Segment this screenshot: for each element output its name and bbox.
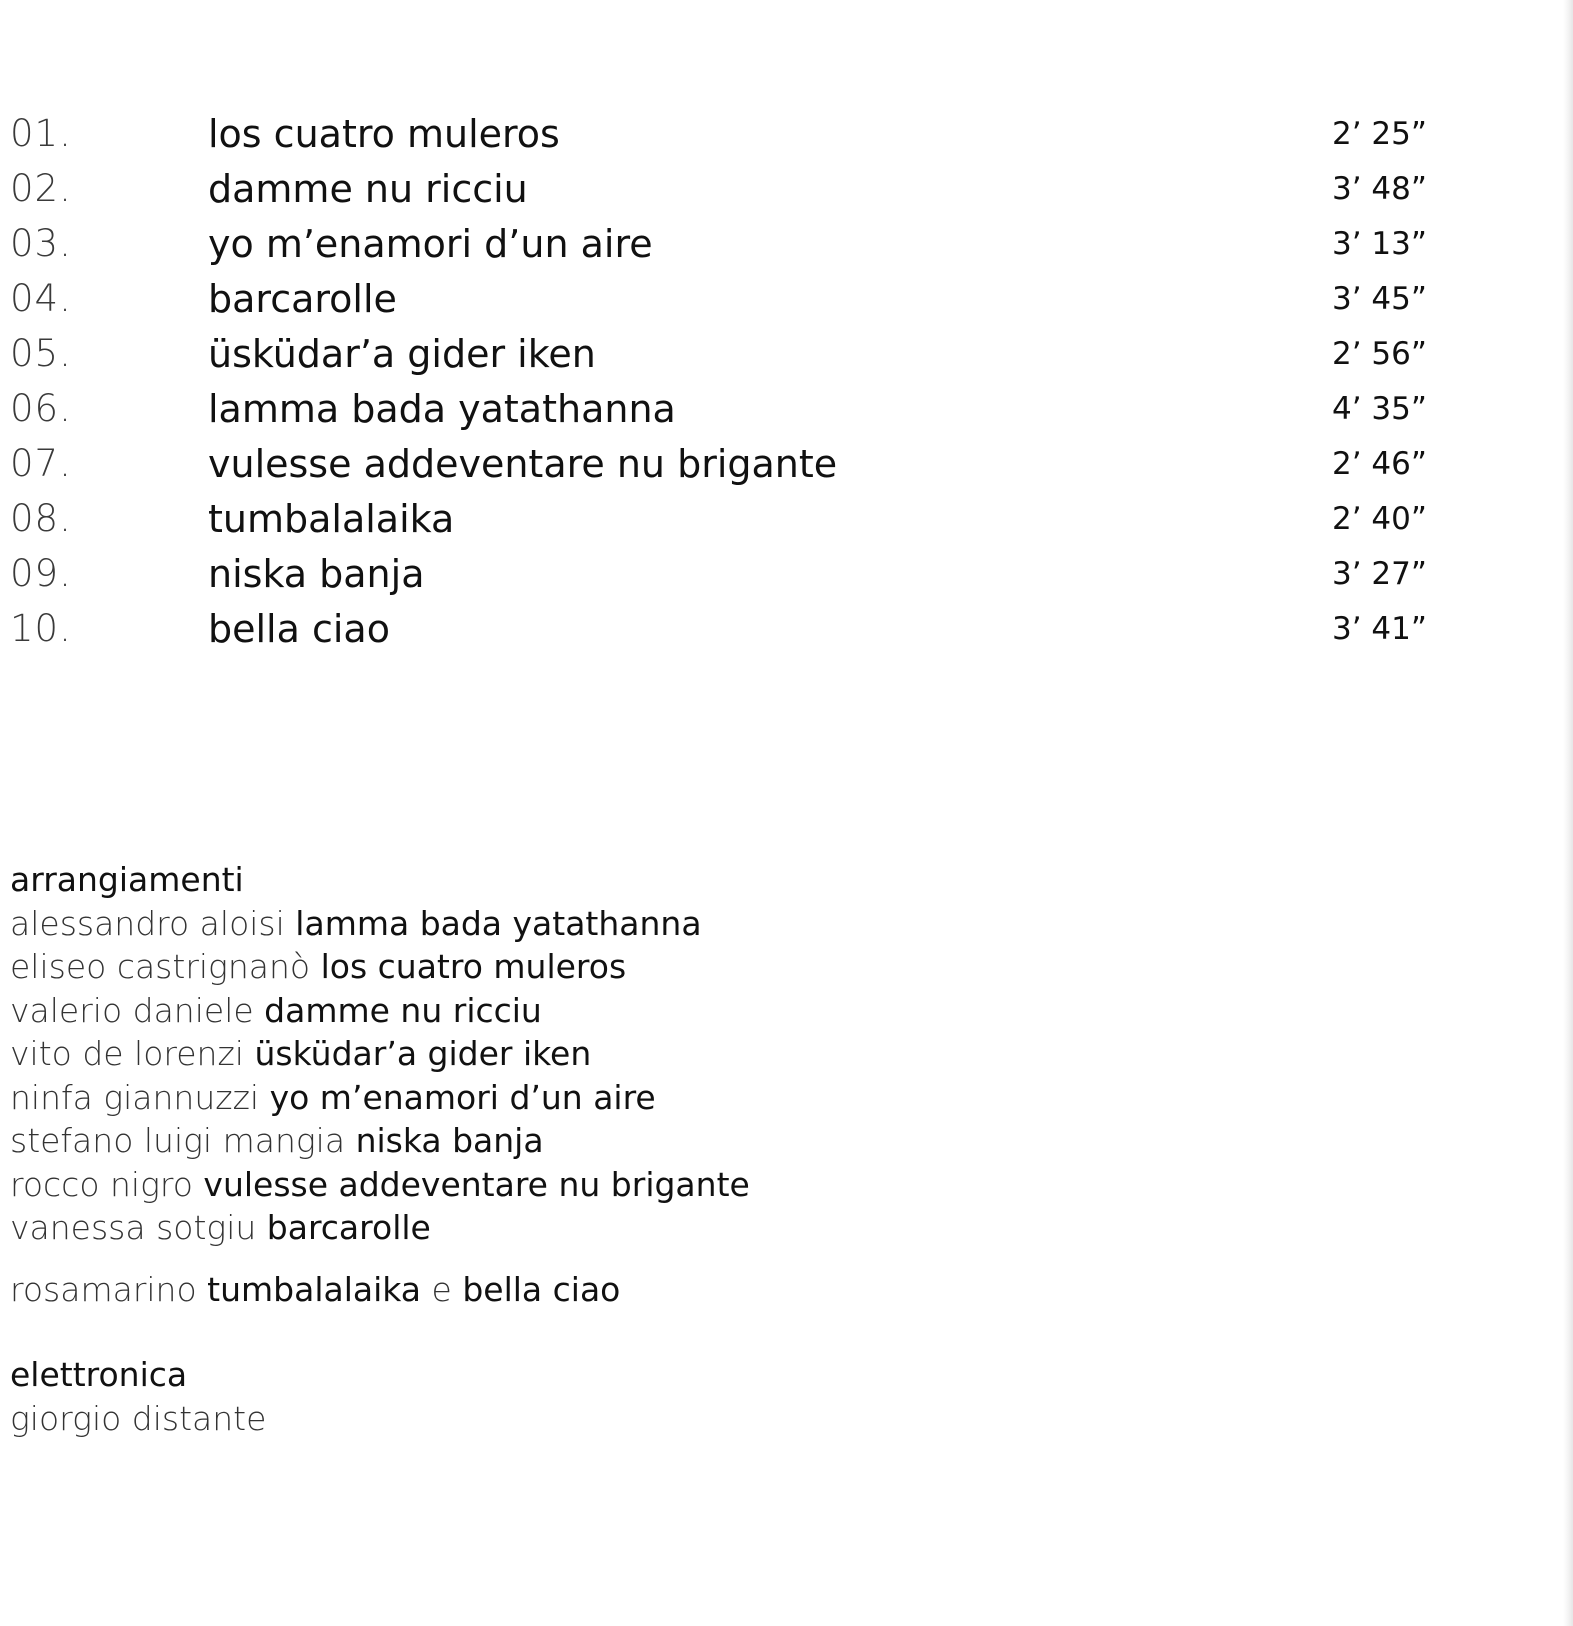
track-title: üsküdar’a gider iken <box>208 332 596 376</box>
arrangement-credit <box>10 1032 1210 1076</box>
arrangement-credit <box>10 1163 1210 1207</box>
arranged-work: los cuatro muleros <box>320 947 627 986</box>
arranged-work: barcarolle <box>266 1208 431 1247</box>
track-row <box>10 167 1450 222</box>
track-title: barcarolle <box>208 277 397 321</box>
tracklist <box>10 112 1450 662</box>
credits-section <box>10 858 1210 1440</box>
arrangement-credit <box>10 1206 1210 1250</box>
track-number: 02. <box>10 167 72 210</box>
track-title: vulesse addeventare nu brigante <box>208 442 838 486</box>
conjunction: e <box>431 1269 452 1309</box>
track-number: 05. <box>10 332 72 375</box>
track-duration: 2’ 46” <box>1332 446 1427 482</box>
track-duration: 3’ 13” <box>1332 226 1427 262</box>
track-row <box>10 442 1450 497</box>
track-title: niska banja <box>208 552 425 596</box>
arranged-work: bella ciao <box>462 1269 621 1309</box>
arranged-work: lamma bada yatathanna <box>295 903 702 943</box>
arranger-name: rocco nigro <box>10 1164 193 1204</box>
arranger-name: valerio daniele <box>10 990 254 1030</box>
arranger-name: eliseo castrignanò <box>10 947 311 986</box>
track-title: bella ciao <box>208 607 390 651</box>
track-duration: 2’ 25” <box>1332 116 1427 152</box>
track-duration: 4’ 35” <box>1332 391 1427 427</box>
arrangements-heading: arrangiamenti <box>10 860 244 899</box>
arranger-name: stefano luigi mangia <box>10 1121 346 1160</box>
arranger-name: alessandro aloisi <box>10 903 285 943</box>
arranged-work: tumbalalaika <box>207 1269 422 1309</box>
track-number: 09. <box>10 552 72 595</box>
arrangement-credit <box>10 989 1210 1033</box>
track-row <box>10 497 1450 552</box>
track-number: 03. <box>10 222 72 265</box>
arrangement-credit <box>10 902 1210 946</box>
track-duration: 3’ 45” <box>1332 281 1427 317</box>
electronics-credit <box>10 1397 1210 1441</box>
arranger-name: vito de lorenzi <box>10 1034 244 1073</box>
spacer <box>10 1311 1210 1353</box>
track-title: lamma bada yatathanna <box>208 387 676 431</box>
track-row <box>10 112 1450 167</box>
track-number: 08. <box>10 497 72 540</box>
arranged-work: damme nu ricciu <box>264 990 542 1030</box>
arrangement-credit <box>10 945 1210 989</box>
arranger-name: rosamarino <box>10 1269 197 1309</box>
arrangement-credit <box>10 1076 1210 1120</box>
group-arrangement-credit <box>10 1268 1210 1312</box>
arrangement-credit <box>10 1119 1210 1163</box>
arranged-work: niska banja <box>355 1121 544 1160</box>
track-row <box>10 552 1450 607</box>
arranged-work: vulesse addeventare nu brigante <box>203 1164 750 1204</box>
track-row <box>10 277 1450 332</box>
track-title: tumbalalaika <box>208 497 455 541</box>
track-title: damme nu ricciu <box>208 167 528 211</box>
track-duration: 3’ 41” <box>1332 611 1427 647</box>
track-duration: 3’ 27” <box>1332 556 1427 592</box>
track-number: 06. <box>10 387 72 430</box>
spacer <box>10 1250 1210 1268</box>
track-duration: 2’ 40” <box>1332 501 1427 537</box>
track-title: yo m’enamori d’un aire <box>208 222 653 266</box>
track-duration: 2’ 56” <box>1332 336 1427 372</box>
track-row <box>10 222 1450 277</box>
arranger-name: ninfa giannuzzi <box>10 1077 260 1117</box>
track-number: 04. <box>10 277 72 320</box>
arranger-name: vanessa sotgiu <box>10 1208 257 1247</box>
arranged-work: yo m’enamori d’un aire <box>269 1077 656 1117</box>
electronics-person: giorgio distante <box>10 1398 267 1438</box>
track-number: 01. <box>10 112 72 155</box>
track-row <box>10 332 1450 387</box>
track-number: 10. <box>10 607 72 650</box>
track-number: 07. <box>10 442 72 485</box>
track-row <box>10 387 1450 442</box>
track-row <box>10 607 1450 662</box>
arranged-work: üsküdar’a gider iken <box>254 1034 592 1073</box>
track-duration: 3’ 48” <box>1332 171 1427 207</box>
scan-edge <box>1563 0 1573 1626</box>
track-title: los cuatro muleros <box>208 112 560 156</box>
electronics-heading: elettronica <box>10 1355 188 1394</box>
